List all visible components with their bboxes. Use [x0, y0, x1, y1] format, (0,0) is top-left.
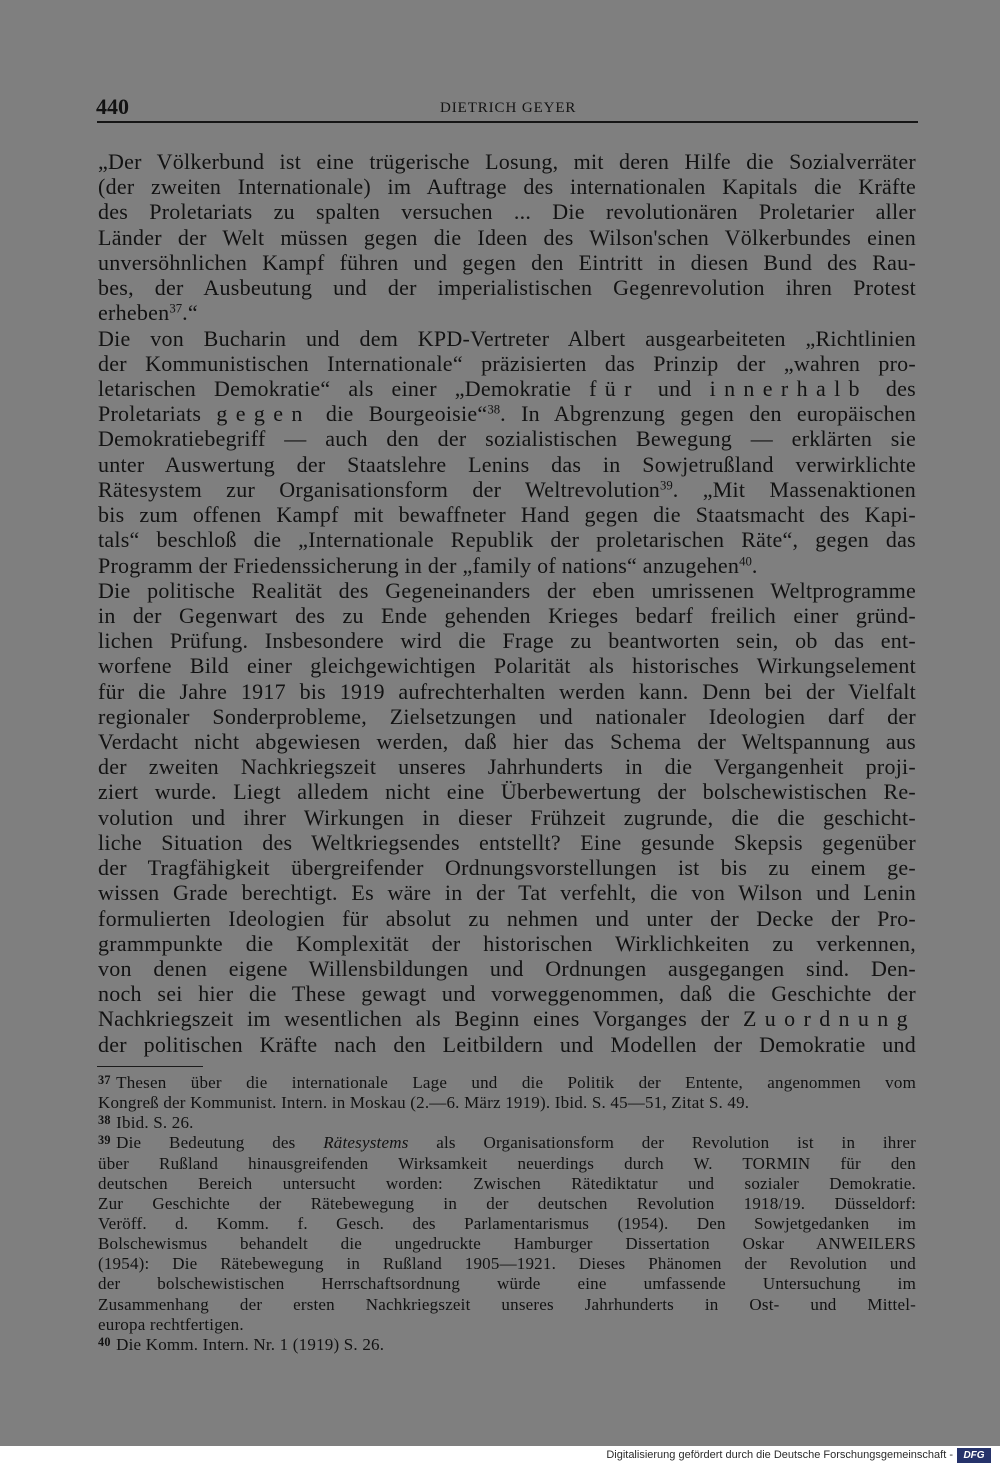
text-run: Die von Bucharin und dem KPD-Vertreter Albert ausgearbeiteten „Richtlinien	[98, 325, 916, 351]
text-run: tals“ beschloß die „Internationale Republik der proletarischen Räte“, gegen das	[98, 527, 916, 553]
text-line	[98, 199, 916, 224]
text-line	[98, 149, 916, 174]
text-line	[98, 527, 916, 552]
text-run: Zur Geschichte der Rätebewegung in der deutschen Revolution 1918/19. Düsseldorf:	[98, 1193, 916, 1213]
text-run: des Proletariats zu spalten versuchen ... Die revolutionären Proletarier aller	[98, 199, 916, 225]
text-line	[98, 1315, 916, 1335]
text-line	[98, 779, 916, 804]
text-run: noch sei hier die These gewagt und vorweggenommen, daß die Geschichte der	[98, 981, 916, 1007]
text-run: letarischen Demokratie“ als einer „Demokratie	[98, 375, 590, 401]
text-line	[98, 729, 916, 754]
text-line	[98, 426, 916, 451]
text-line	[98, 326, 916, 351]
text-run: unversöhnlichen Kampf führen und gegen den Eintritt in diesen Bund des Rau-	[98, 249, 916, 275]
text-run: Die Bedeutung des	[116, 1133, 324, 1153]
footnote-reference: 37	[169, 301, 183, 316]
footnote-number: 37	[98, 1072, 111, 1087]
text-line	[98, 906, 916, 931]
text-line	[98, 1194, 916, 1214]
footnote	[98, 1113, 916, 1133]
spaced-emphasis: Zuordnung	[742, 1006, 916, 1032]
text-run: Veröff. d. Komm. f. Gesch. des Parlamentarismus (1954). Den Sowjetgedanken im	[98, 1213, 916, 1233]
footnote	[98, 1073, 916, 1113]
text-line	[98, 830, 916, 855]
text-run: Rätesystem zur Organisationsform der Weltrevolution	[98, 476, 660, 502]
body-text	[98, 149, 916, 1057]
text-run: „Der Völkerbund ist eine trügerische Losung, mit deren Hilfe die Sozialverräter	[98, 149, 916, 174]
paragraph	[98, 149, 916, 326]
text-line	[98, 880, 916, 905]
footnote-reference: 39	[659, 478, 673, 493]
text-line	[98, 1234, 916, 1254]
text-line	[98, 1335, 916, 1355]
text-run: bis zum offenen Kampf mit bewaffneter Hand gegen die Staatsmacht des Kapi-	[98, 502, 916, 528]
italic-text: Rätesystems	[323, 1133, 409, 1153]
text-line	[98, 679, 916, 704]
text-line	[98, 452, 916, 477]
footnote	[98, 1133, 916, 1334]
text-run: Die politische Realität des Gegeneinanders der eben umrissenen Weltprogramme	[98, 577, 916, 603]
text-run: grammpunkte die Komplexität der historischen Wirklichkeiten zu verkennen,	[98, 930, 916, 956]
text-run: der bolschewistischen Herrschaftsordnung würde eine umfassende Untersuchung im	[98, 1274, 916, 1294]
text-run: als Organisationsform der Revolution ist in ihrer	[408, 1133, 916, 1153]
text-run: Verdacht nicht abgewiesen werden, daß hier das Schema der Weltspannung aus	[98, 729, 916, 755]
footnote-separator	[97, 1066, 203, 1067]
text-run: (der zweiten Internationale) im Auftrage des internationalen Kapitals die Kräfte	[98, 174, 916, 200]
text-line	[98, 376, 916, 401]
footnote-reference: 38	[487, 402, 501, 417]
footnote	[98, 1335, 916, 1355]
text-line	[98, 981, 916, 1006]
text-run: bes, der Ausbeutung und der imperialistischen Gegenrevolution ihren Protest	[98, 275, 916, 301]
text-line	[98, 1032, 916, 1057]
text-run: worfene Bild einer gleichgewichtigen Polarität als historisches Wirkungselement	[98, 653, 916, 679]
text-run: (1954): Die Rätebewegung in Rußland 1905—1921. Dieses Phänomen der Revolution und	[98, 1254, 916, 1274]
text-run: Thesen über die internationale Lage und die Politik der Entente, angenommen vom	[116, 1073, 916, 1092]
running-title: DIETRICH GEYER	[440, 100, 577, 116]
text-line	[98, 1295, 916, 1315]
text-run: deutschen Bereich untersucht worden: Zwischen Rätediktatur und sozialer Demokratie.	[98, 1173, 916, 1193]
text-line	[98, 1154, 916, 1174]
text-line	[98, 1133, 916, 1153]
text-run: Ibid. S. 26.	[116, 1113, 194, 1133]
text-run: und	[639, 375, 710, 401]
text-line	[98, 704, 916, 729]
text-line	[98, 250, 916, 275]
text-line	[98, 477, 916, 502]
text-run: unter Auswertung der Staatslehre Lenins das in Sowjetrußland verwirklichte	[98, 451, 916, 477]
text-run: regionaler Sonderprobleme, Zielsetzungen und nationaler Ideologien darf der	[98, 703, 916, 729]
text-run: des	[867, 375, 916, 401]
paragraph	[98, 578, 916, 1057]
text-run: . „Mit Massenaktionen	[672, 476, 916, 502]
text-run: die Bourgeoisie“	[310, 401, 488, 427]
text-run: .	[751, 552, 758, 578]
text-run: für die Jahre 1917 bis 1919 aufrechterhalten werden kann. Denn bei der Vielfalt	[98, 678, 916, 704]
paragraph	[98, 326, 916, 578]
text-line	[98, 1274, 916, 1294]
footnote-number: 39	[98, 1133, 111, 1148]
text-line	[98, 553, 916, 578]
text-line	[98, 1006, 916, 1031]
footnote-number: 40	[98, 1334, 111, 1349]
text-line	[98, 351, 916, 376]
text-run: Programm der Friedenssicherung in der „family of nations“ anzugehen	[98, 552, 740, 578]
text-line	[98, 300, 916, 325]
text-line	[98, 855, 916, 880]
text-line	[98, 603, 916, 628]
text-run: Proletariats	[98, 401, 217, 427]
text-run: Zusammenhang der ersten Nachkriegszeit unseres Jahrhunderts in Ost- und Mittel-	[98, 1294, 916, 1314]
text-line	[98, 502, 916, 527]
text-run: liche Situation des Weltkriegsendes entstellt? Eine gesunde Skepsis gegenüber	[98, 829, 916, 855]
text-run: lichen Prüfung. Insbesondere wird die Frage zu beantworten sein, ob das ent-	[98, 628, 916, 654]
text-run: über Rußland hinausgreifenden Wirksamkeit neuerdings durch W. TORMIN für den	[98, 1153, 916, 1173]
text-run: der Tragfähigkeit übergreifender Ordnungsvorstellungen ist bis zu einem ge-	[98, 855, 916, 881]
text-line	[98, 754, 916, 779]
text-line	[98, 401, 916, 426]
text-run: Die Komm. Intern. Nr. 1 (1919) S. 26.	[116, 1334, 385, 1354]
text-run: von denen eigene Willensbildungen und Ordnungen ausgegangen sind. Den-	[98, 956, 916, 981]
spaced-emphasis: für	[589, 375, 640, 401]
text-run: Kongreß der Kommunist. Intern. in Moskau (2.—6. März 1919). Ibid. S. 45—51, Zitat S. 49.	[98, 1093, 750, 1113]
text-line	[98, 1174, 916, 1194]
dfg-logo: DFG	[957, 1448, 991, 1463]
text-line	[98, 578, 916, 603]
text-run: der Kommunistischen Internationale“ präzisierten das Prinzip der „wahren pro-	[98, 350, 916, 376]
text-run: Bolschewismus behandelt die ungedruckte Hamburger Dissertation Oskar ANWEILERS	[98, 1234, 916, 1254]
text-line	[98, 931, 916, 956]
text-line	[98, 225, 916, 250]
text-run: formulierten Ideologien für absolut zu nehmen und unter der Decke der Pro-	[98, 905, 916, 931]
text-run: europa rechtfertigen.	[98, 1314, 244, 1334]
text-run: in der Gegenwart des zu Ende gehenden Krieges bedarf freilich einer gründ-	[98, 602, 916, 628]
digitization-credit: Digitalisierung gefördert durch die Deutsche Forschungsgemeinschaft -	[606, 1449, 953, 1461]
text-run: Nachkriegszeit im wesentlichen als Beginn eines Vorganges der	[98, 1006, 743, 1032]
digitization-footer	[0, 1446, 1000, 1465]
footnote-number: 38	[98, 1113, 111, 1127]
footnote-reference: 40	[739, 553, 752, 568]
text-line	[98, 174, 916, 199]
text-run: erheben	[98, 300, 170, 326]
text-line	[98, 956, 916, 981]
text-run: volution und ihrer Wirkungen in dieser Frühzeit zugrunde, die die geschicht-	[98, 804, 916, 830]
text-line	[98, 275, 916, 300]
footnotes	[98, 1073, 916, 1355]
text-line	[98, 805, 916, 830]
text-line	[98, 1093, 916, 1113]
text-run: der zweiten Nachkriegszeit unseres Jahrhunderts in die Vergangenheit proji-	[98, 754, 916, 780]
text-run: wissen Grade berechtigt. Es wäre in der Tat verfehlt, die von Wilson und Lenin	[98, 880, 916, 906]
text-line	[98, 1113, 916, 1133]
text-line	[98, 1254, 916, 1274]
text-run: Demokratiebegriff — auch den der sozialistischen Bewegung — erklärten sie	[98, 426, 916, 452]
text-run: Länder der Welt müssen gegen die Ideen des Wilson'schen Völkerbundes einen	[98, 224, 916, 250]
text-run: .“	[182, 300, 198, 326]
page-number: 440	[96, 94, 129, 119]
text-line	[98, 1214, 916, 1234]
header-rule	[97, 121, 918, 123]
text-line	[98, 628, 916, 653]
text-line	[98, 653, 916, 678]
text-line	[98, 1073, 916, 1093]
spaced-emphasis: gegen	[216, 401, 311, 427]
spaced-emphasis: innerhalb	[709, 375, 868, 401]
text-run: ziert wurde. Liegt alledem nicht eine Überbewertung der bolschewistischen Re-	[98, 779, 916, 805]
text-run: . In Abgrenzung gegen den europäischen	[500, 401, 916, 427]
text-run: der politischen Kräfte nach den Leitbildern und Modellen der Demokratie und	[98, 1031, 916, 1057]
